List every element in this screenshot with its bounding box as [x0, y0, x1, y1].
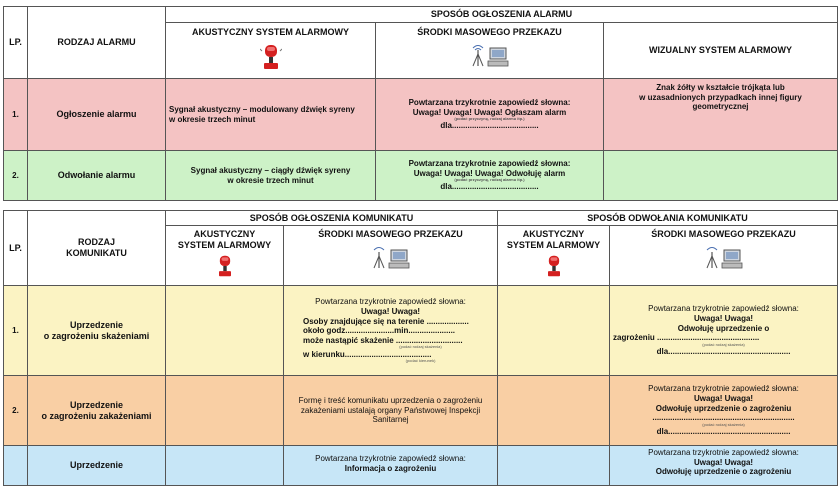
announce-line: może nastąpić skażenie ..............................: [303, 335, 463, 345]
siren-icon: [544, 254, 564, 278]
acoustic-title-line: AKUSTYCZNY: [522, 229, 585, 239]
lp-header: LP.: [4, 7, 28, 79]
acoustic-empty-cell: [166, 286, 284, 376]
acoustic-empty-cell: [498, 376, 610, 446]
announce-line: Uwaga! Uwaga!: [360, 306, 421, 316]
visual-system-header: WIZUALNY SYSTEM ALARMOWY: [604, 23, 838, 79]
visual-system-cell: [604, 79, 838, 151]
acoustic-signal-cell: [166, 79, 376, 151]
visual-system-cell: [604, 151, 838, 201]
announce-line: Sanitarnej: [372, 415, 409, 425]
acoustic-empty-cell: [166, 376, 284, 446]
visual-line: w uzasadnionych przypadkach innej figury: [639, 92, 802, 102]
announce-line: około godz......................min.....................: [303, 326, 456, 336]
announce-hint: (podać rodzaj skażenia): [399, 344, 442, 350]
communique-name-line: Uprzedzenie: [69, 460, 123, 470]
cancel-line: Powtarzana trzykrotnie zapowiedź słowna:: [648, 448, 799, 457]
visual-line: Znak żółty w kształcie trójkąta lub: [656, 83, 785, 92]
row-number: 1.: [4, 79, 28, 151]
cancel-media-cell: [610, 376, 838, 446]
cancel-media-cell: [610, 286, 838, 376]
announce-line: zakażeniami ustalają organy Państwowej Inspekcji: [300, 405, 481, 415]
acoustic-line: Sygnał akustyczny – modulowany dźwięk syreny: [169, 104, 355, 114]
siren-icon: [215, 254, 235, 278]
communique-name-line: o zagrożeniu zakażeniami: [41, 410, 152, 421]
media-hint: (podać przyczynę, rodzaj alarmu itp.): [454, 116, 525, 122]
acoustic-line: Sygnał akustyczny – ciągły dźwięk syreny: [190, 165, 351, 175]
row-number: 2.: [4, 376, 28, 446]
cancel-line: Uwaga! Uwaga!: [693, 313, 754, 323]
cancel-line: dla.......................................................: [656, 427, 791, 437]
communique-name-line: Uprzedzenie: [69, 399, 123, 410]
row-number: 1.: [4, 286, 28, 376]
media-line: dla.......................................: [440, 182, 539, 192]
row-number: 2.: [4, 151, 28, 201]
acoustic-system-title: AKUSTYCZNY SYSTEM ALARMOWY: [191, 27, 349, 37]
alarm-table: [3, 6, 838, 201]
mass-media-header: [610, 226, 838, 286]
media-announcement-cell: [376, 79, 604, 151]
table-row: [4, 79, 838, 151]
acoustic-signal-cell: [166, 151, 376, 201]
announce-line: Informacja o zagrożeniu: [344, 463, 437, 473]
communique-name-line: o zagrożeniu skażeniami: [43, 330, 150, 341]
announce-hint: (podać kierunek): [405, 358, 436, 364]
communique-name-line: Uprzedzenie: [69, 319, 123, 330]
media-announcement-cell: [376, 151, 604, 201]
cancel-hint: (podać rodzaj skażenia): [702, 341, 745, 347]
mass-media-header: [376, 23, 604, 79]
communique-type-line: RODZAJ: [77, 237, 115, 248]
acoustic-empty-cell: [498, 286, 610, 376]
cancel-line: zagrożeniu ..............................................: [613, 333, 760, 343]
communique-type-header: [28, 211, 166, 286]
antenna-computer-icon: [704, 246, 744, 270]
media-line: Powtarzana trzykrotnie zapowiedź słowna:: [408, 97, 571, 107]
mass-media-title: ŚRODKI MASOWEGO PRZEKAZU: [318, 229, 463, 239]
table-row: [4, 376, 838, 446]
acoustic-title-line: SYSTEM ALARMOWY: [506, 239, 601, 250]
alarm-name: Odwołanie alarmu: [28, 151, 166, 201]
cancel-line: Uwaga! Uwaga!: [693, 457, 754, 467]
announce-media-cell: [284, 376, 498, 446]
cancel-line: Odwołuję uprzedzenie o zagrożeniu: [655, 467, 792, 477]
cancel-line: Odwołuję uprzedzenie o zagrożeniu: [655, 403, 792, 413]
acoustic-title-line: AKUSTYCZNY: [193, 229, 256, 239]
cancel-line: Odwołuję uprzedzenie o: [677, 323, 770, 333]
communique-name: [28, 286, 166, 376]
announce-line: Formę i treść komunikatu uprzedzenia o zagrożeniu: [298, 396, 483, 406]
acoustic-system-header: [166, 23, 376, 79]
alarm-type-header: RODZAJ ALARMU: [28, 7, 166, 79]
siren-icon: [260, 43, 282, 71]
cancel-method-header: SPOSÓB ODWOŁANIA KOMUNIKATU: [498, 211, 838, 226]
acoustic-line: w okresie trzech minut: [227, 175, 314, 185]
announce-line: Powtarzana trzykrotnie zapowiedź słowna:: [315, 297, 466, 307]
communique-table: [3, 210, 838, 486]
cancel-line: ................................................................: [652, 413, 795, 423]
cancel-line: Powtarzana trzykrotnie zapowiedź słowna:: [648, 304, 799, 314]
acoustic-system-header: [166, 226, 284, 286]
media-line: Uwaga! Uwaga! Uwaga! Ogłaszam alarm: [412, 107, 567, 117]
announce-line: Powtarzana trzykrotnie zapowiedź słowna:: [315, 454, 466, 463]
visual-line: geometrycznej: [692, 102, 749, 112]
mass-media-title: ŚRODKI MASOWEGO PRZEKAZU: [651, 229, 796, 239]
antenna-computer-icon: [371, 246, 411, 270]
communique-name: [28, 376, 166, 446]
cancel-hint: (podać rodzaj skażenia): [702, 421, 745, 427]
cancel-line: dla.......................................................: [656, 347, 791, 357]
mass-media-header: [284, 226, 498, 286]
media-line: Powtarzana trzykrotnie zapowiedź słowna:: [408, 158, 571, 168]
alarm-name: Ogłoszenie alarmu: [28, 79, 166, 151]
announce-media-cell: [284, 286, 498, 376]
announce-method-header: SPOSÓB OGŁOSZENIA KOMUNIKATU: [166, 211, 498, 226]
antenna-computer-icon: [470, 44, 510, 68]
mass-media-title: ŚRODKI MASOWEGO PRZEKAZU: [417, 27, 562, 37]
cancel-line: Powtarzana trzykrotnie zapowiedź słowna:: [648, 384, 799, 394]
alarm-method-header: SPOSÓB OGŁOSZENIA ALARMU: [166, 7, 838, 23]
communique-type-line: KOMUNIKATU: [66, 248, 127, 258]
lp-header: LP.: [4, 211, 28, 286]
acoustic-system-header: [498, 226, 610, 286]
acoustic-line: w okresie trzech minut: [169, 114, 256, 124]
media-hint: (podać przyczynę, rodzaj alarmu itp.): [454, 177, 525, 183]
cancel-line: Uwaga! Uwaga!: [693, 393, 754, 403]
table-row: [4, 286, 838, 376]
acoustic-title-line: SYSTEM ALARMOWY: [177, 239, 272, 250]
media-line: Uwaga! Uwaga! Uwaga! Odwołuję alarm: [413, 168, 566, 178]
announce-line: w kierunku.......................................: [303, 349, 432, 359]
table-row: [4, 151, 838, 201]
announce-line: Osoby znajdujące się na terenie ...................: [303, 316, 469, 326]
media-line: dla.......................................: [440, 121, 539, 131]
